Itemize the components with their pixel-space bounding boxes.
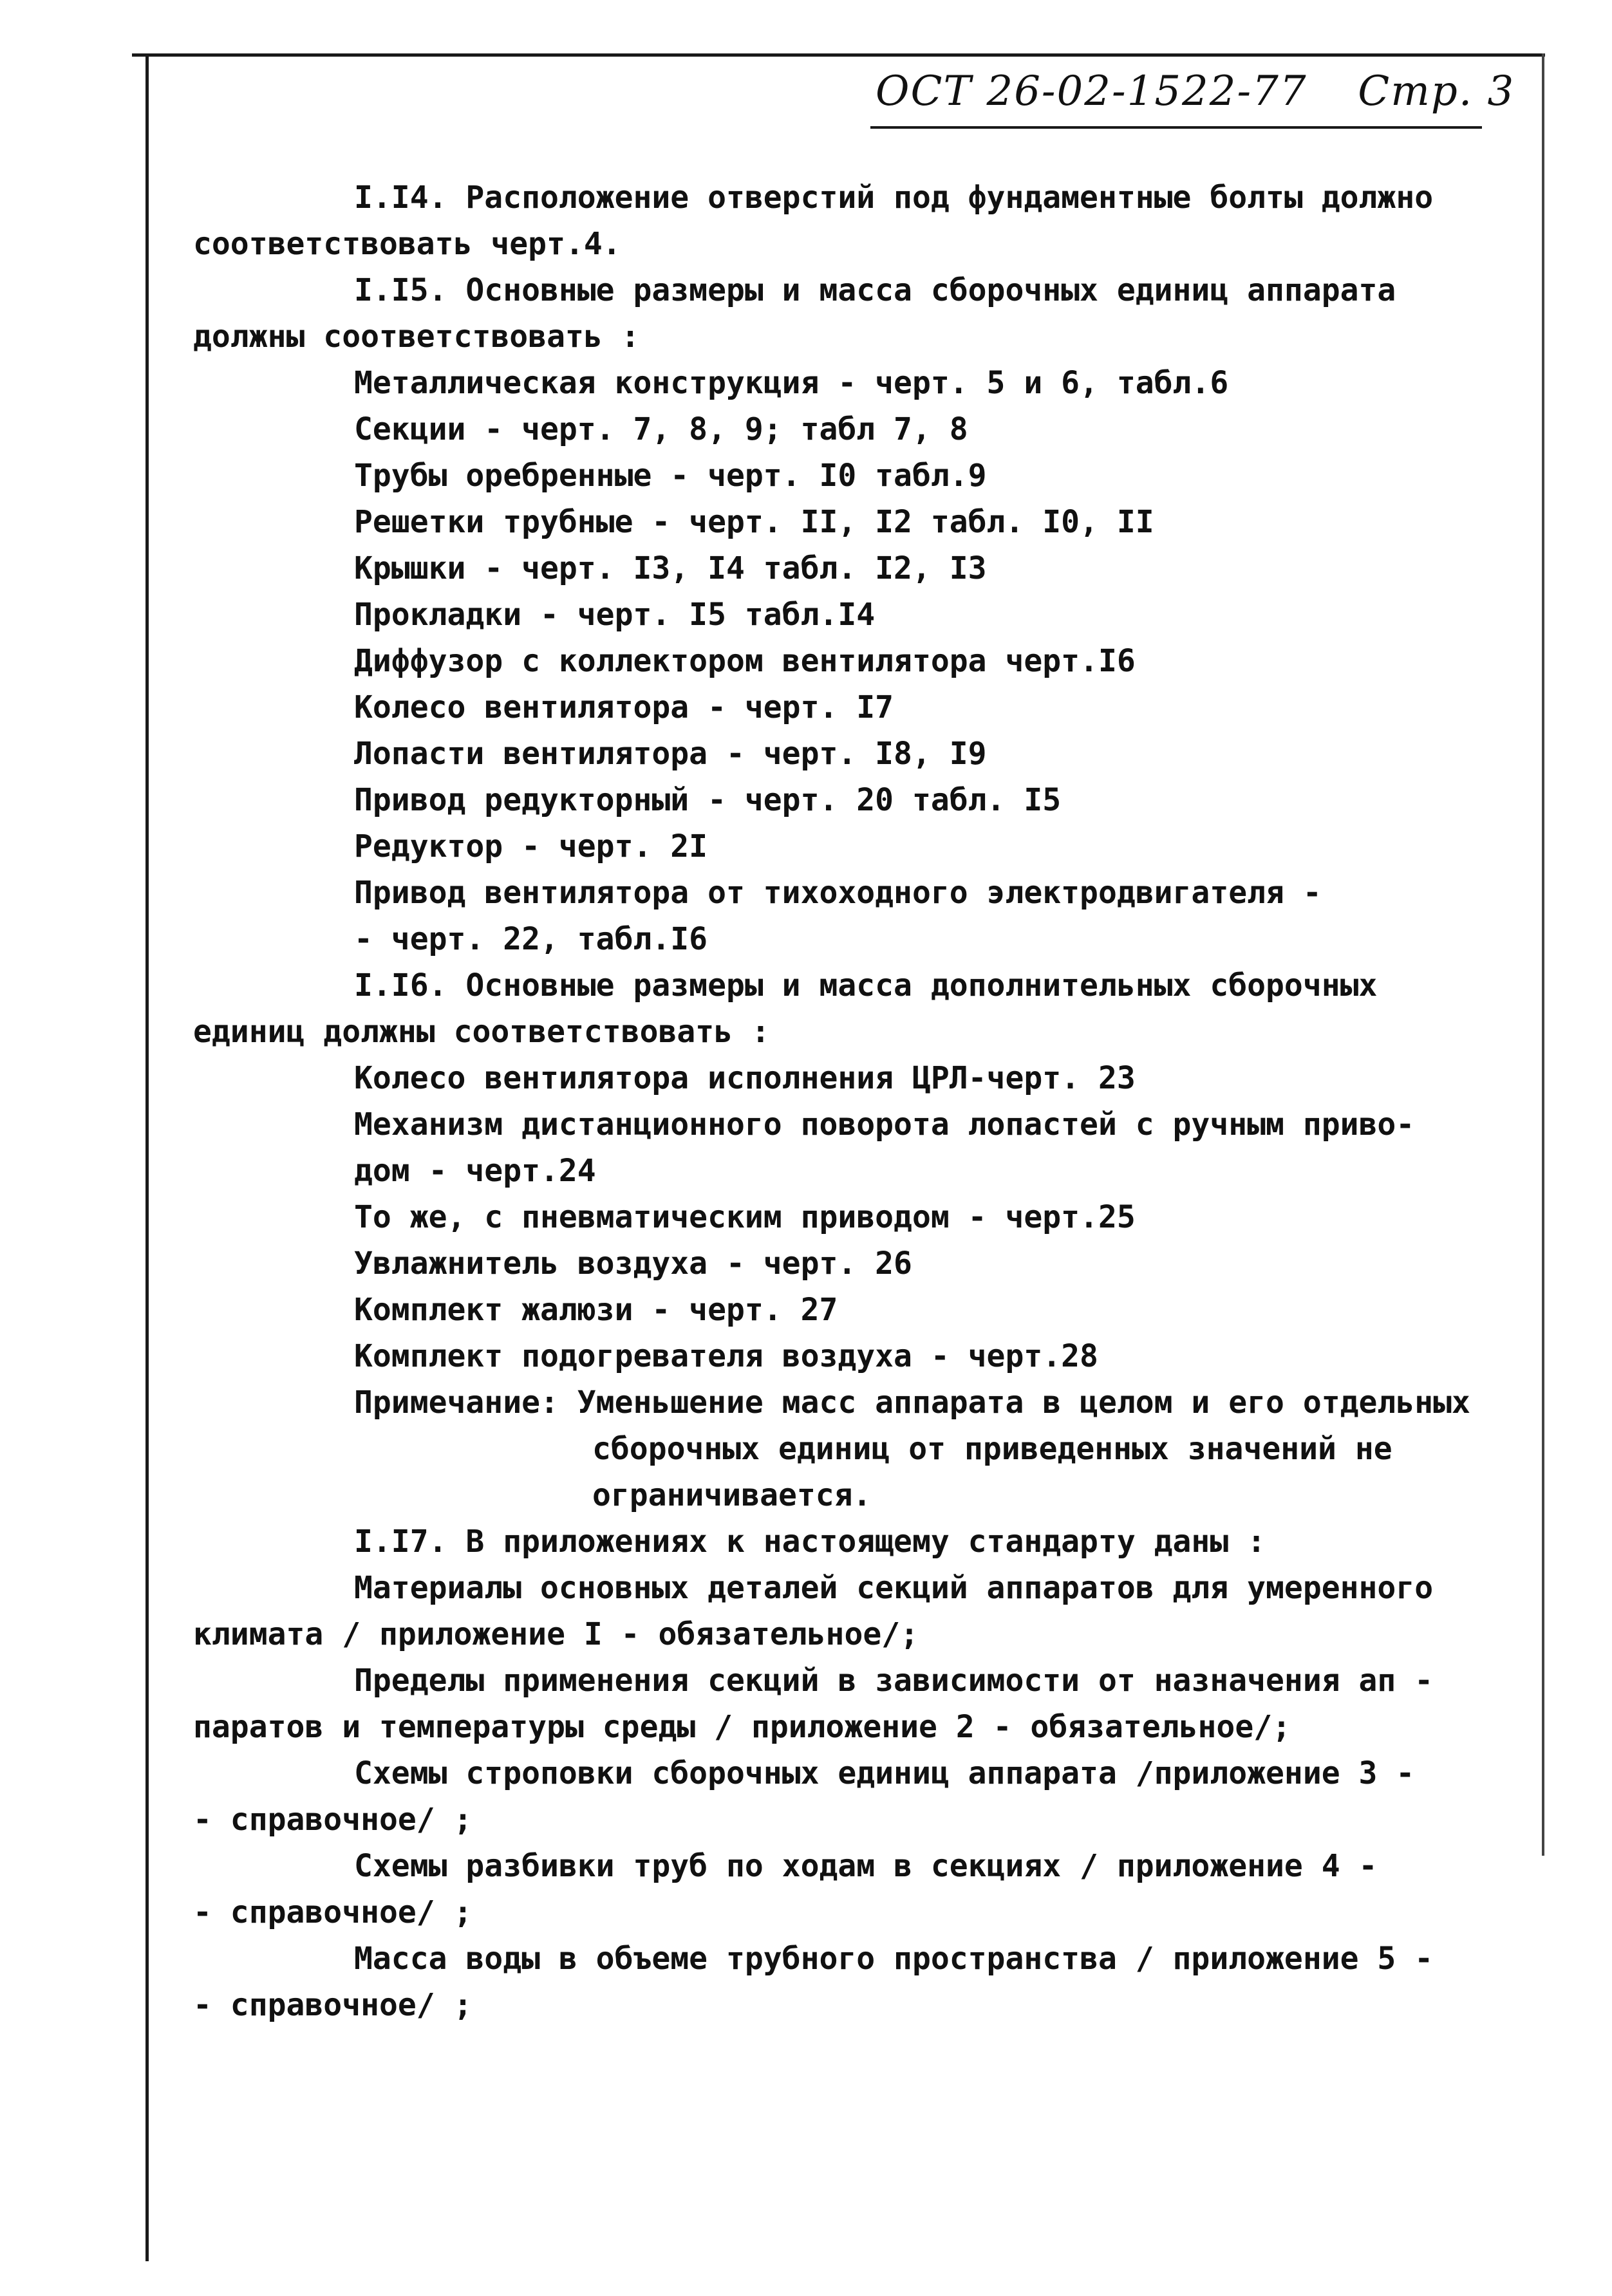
- text-line: Секции - черт. 7, 8, 9; табл 7, 8: [354, 411, 968, 447]
- text-line: Примечание: Уменьшение масс аппарата в целом и его отдельных: [354, 1385, 1470, 1421]
- text-line: Механизм дистанционного поворота лопастей с ручным приво-: [354, 1106, 1415, 1143]
- text-line: единиц должны соответствовать :: [193, 1014, 770, 1050]
- text-line: Комплект жалюзи - черт. 27: [354, 1292, 838, 1328]
- text-line: Трубы оребренные - черт. I0 табл.9: [354, 458, 987, 494]
- page-frame-right-border: [1542, 53, 1544, 1856]
- page-frame-top-border: [132, 53, 1545, 57]
- text-line: Колесо вентилятора исполнения ЦРЛ-черт. 23: [354, 1060, 1136, 1096]
- text-line: Крышки - черт. I3, I4 табл. I2, I3: [354, 550, 987, 586]
- text-line: Редуктор - черт. 2I: [354, 828, 708, 864]
- text-line: климата / приложение I - обязательное/;: [193, 1616, 919, 1652]
- text-line: ограничивается.: [592, 1477, 872, 1513]
- text-line: Привод редукторный - черт. 20 табл. I5: [354, 782, 1062, 818]
- text-line: Металлическая конструкция - черт. 5 и 6, табл.6: [354, 365, 1229, 401]
- document-header: [876, 68, 1515, 115]
- text-line: - справочное/ ;: [193, 1894, 473, 1930]
- text-line: дом - черт.24: [354, 1153, 596, 1189]
- text-line: - черт. 22, табл.I6: [354, 921, 708, 957]
- text-line: - справочное/ ;: [193, 1802, 473, 1838]
- text-line: I.I4. Расположение отверстий под фундаментные болты должно: [354, 180, 1434, 216]
- text-line: Диффузор с коллектором вентилятора черт.I6: [354, 643, 1136, 679]
- text-line: Привод вентилятора от тихоходного электродвигателя -: [354, 875, 1322, 911]
- text-line: Пределы применения секций в зависимости от назначения ап -: [354, 1663, 1434, 1699]
- text-line: Материалы основных деталей секций аппаратов для умеренного: [354, 1570, 1434, 1606]
- text-line: - справочное/ ;: [193, 1987, 473, 2023]
- text-line: Колесо вентилятора - черт. I7: [354, 689, 894, 725]
- text-line: должны соответствовать :: [193, 319, 640, 355]
- header-underline: [870, 126, 1482, 129]
- page-number-label: Стр. 3: [1358, 68, 1515, 115]
- text-line: Комплект подогревателя воздуха - черт.28: [354, 1338, 1098, 1374]
- text-line: Схемы разбивки труб по ходам в секциях / приложение 4 -: [354, 1848, 1378, 1884]
- text-line: I.I6. Основные размеры и масса дополнительных сборочных: [354, 967, 1378, 1003]
- text-line: То же, с пневматическим приводом - черт.25: [354, 1199, 1136, 1235]
- text-line: сборочных единиц от приведенных значений не: [592, 1431, 1392, 1467]
- page-frame-left-border: [145, 53, 149, 2261]
- text-line: Увлажнитель воздуха - черт. 26: [354, 1246, 912, 1282]
- text-line: Лопасти вентилятора - черт. I8, I9: [354, 736, 987, 772]
- text-line: соответствовать черт.4.: [193, 226, 621, 262]
- text-line: Прокладки - черт. I5 табл.I4: [354, 597, 876, 633]
- text-line: Решетки трубные - черт. II, I2 табл. I0, II: [354, 504, 1154, 540]
- text-line: I.I7. В приложениях к настоящему стандарту даны :: [354, 1524, 1266, 1560]
- document-code: ОСТ 26-02-1522-77: [876, 68, 1307, 115]
- text-line: паратов и температуры среды / приложение 2 - обязательное/;: [193, 1709, 1291, 1745]
- text-line: I.I5. Основные размеры и масса сборочных единиц аппарата: [354, 272, 1396, 308]
- text-line: Схемы строповки сборочных единиц аппарата /приложение 3 -: [354, 1755, 1415, 1791]
- text-line: Масса воды в объеме трубного пространства / приложение 5 -: [354, 1941, 1434, 1977]
